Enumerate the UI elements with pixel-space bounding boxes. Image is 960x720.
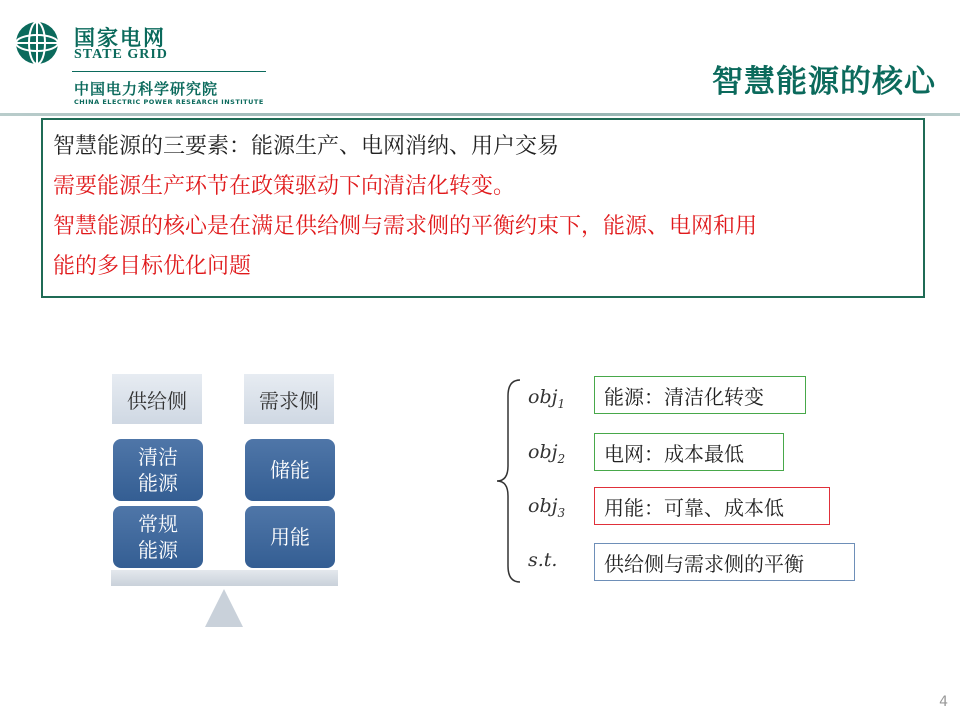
slide-title: 智慧能源的核心 [712, 64, 936, 100]
conventional-energy-block: 常规 能源 [113, 506, 203, 568]
summary-textbox [41, 118, 925, 298]
consumption-block: 用能 [245, 506, 335, 568]
institute-english-name: CHINA ELECTRIC POWER RESEARCH INSTITUTE [74, 98, 264, 106]
constraint-label: s.t. [528, 549, 558, 571]
logo-chinese-name: 国家电网 [74, 26, 166, 50]
textbox-line-2: 需要能源生产环节在政策驱动下向清洁化转变。 [53, 174, 516, 199]
storage-block: 储能 [245, 439, 335, 501]
objective-label-3: obj$_3$ [528, 495, 566, 520]
objective-box-grid: 电网：成本最低 [594, 433, 784, 471]
institute-chinese-name: 中国电力科学研究院 [74, 80, 219, 98]
page-number: 4 [939, 694, 948, 710]
textbox-line-4: 能的多目标优化问题 [53, 254, 252, 279]
objective-box-energy: 能源：清洁化转变 [594, 376, 806, 414]
textbox-line-3: 智慧能源的核心是在满足供给侧与需求侧的平衡约束下，能源、电网和用 [53, 214, 758, 239]
textbox-line-1: 智慧能源的三要素：能源生产、电网消纳、用户交易 [53, 134, 560, 159]
state-grid-logo-icon [14, 20, 60, 66]
clean-energy-block: 清洁 能源 [113, 439, 203, 501]
title-divider [0, 113, 960, 116]
logo-divider [72, 71, 266, 72]
left-brace-icon [494, 378, 524, 584]
constraint-box-balance: 供给侧与需求侧的平衡 [594, 543, 855, 581]
balance-beam [111, 570, 338, 586]
objective-label-2: obj$_2$ [528, 441, 566, 466]
balance-fulcrum-icon [205, 589, 243, 627]
objective-box-consumption: 用能：可靠、成本低 [594, 487, 830, 525]
supply-side-header: 供给侧 [112, 374, 202, 424]
logo-english-name: STATE GRID [74, 47, 168, 62]
objective-label-1: obj$_1$ [528, 386, 566, 411]
demand-side-header: 需求侧 [244, 374, 334, 424]
